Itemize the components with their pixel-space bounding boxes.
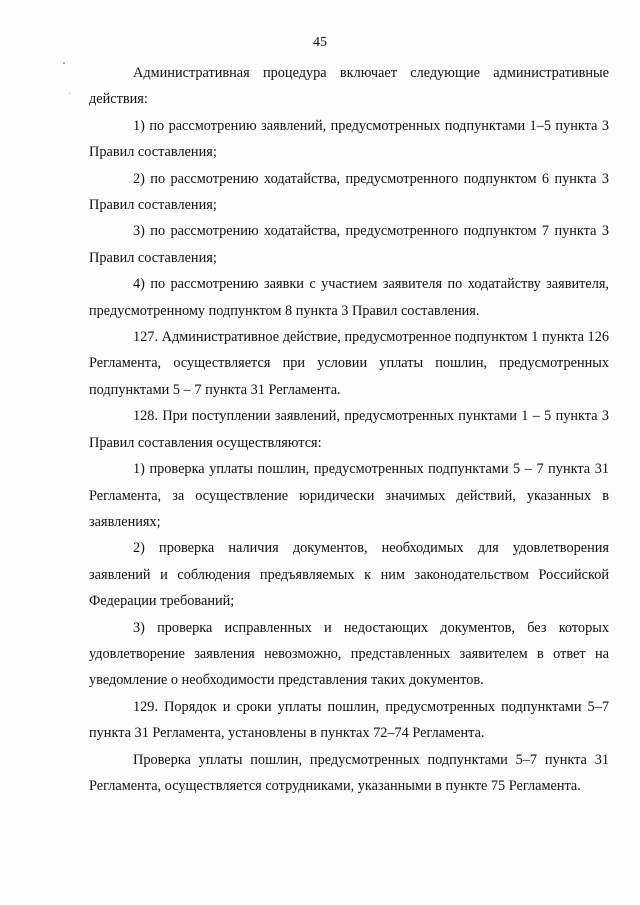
paragraph-check-3: 3) проверка исправленных и недостающих документов, без которых удовлетворение заявления невозможно, представленных заявителем в ответ на уведомление о необходимости представления таких документов. <box>89 619 609 689</box>
scan-speck <box>69 93 70 94</box>
paragraph-action-1: 1) по рассмотрению заявлений, предусмотренных подпунктами 1–5 пункта 3 Правил составления; <box>89 117 609 161</box>
paragraph-check-2: 2) проверка наличия документов, необходимых для удовлетворения заявлений и соблюдения предъявляемых к ним законодательством Российской Федерации требований; <box>89 540 609 610</box>
document-body <box>89 60 609 799</box>
paragraph-127: 127. Административное действие, предусмотренное подпунктом 1 пункта 126 Регламента, осуществляется при условии уплаты пошлин, предусмотренных подпунктами 5 – 7 пункта 31 Регламента. <box>89 329 609 398</box>
paragraph-check-1: 1) проверка уплаты пошлин, предусмотренных подпунктами 5 – 7 пункта 31 Регламента, за осуществление юридически значимых действий, указанных в заявлениях; <box>89 461 609 530</box>
paragraph-action-4: 4) по рассмотрению заявки с участием заявителя по ходатайству заявителя, предусмотренному подпунктом 8 пункта 3 Правил составления. <box>89 276 609 319</box>
paragraph-fee-check: Проверка уплаты пошлин, предусмотренных подпунктами 5–7 пункта 31 Регламента, осуществляется сотрудниками, указанными в пункте 75 Регламента. <box>89 751 609 794</box>
paragraph-128: 128. При поступлении заявлений, предусмотренных пунктами 1 – 5 пункта 3 Правил составления осуществляются: <box>89 408 609 451</box>
scan-speck <box>63 62 65 64</box>
paragraph-129: 129. Порядок и сроки уплаты пошлин, предусмотренных подпунктами 5–7 пункта 31 Регламента, установлены в пунктах 72–74 Регламента. <box>89 698 609 742</box>
paragraph-action-3: 3) по рассмотрению ходатайства, предусмотренного подпунктом 7 пункта 3 Правил составления; <box>89 223 609 266</box>
paragraph-intro: Административная процедура включает следующие административные действия: <box>89 65 609 108</box>
page-number: 45 <box>313 35 327 50</box>
paragraph-action-2: 2) по рассмотрению ходатайства, предусмотренного подпунктом 6 пункта 3 Правил составления; <box>89 170 609 214</box>
